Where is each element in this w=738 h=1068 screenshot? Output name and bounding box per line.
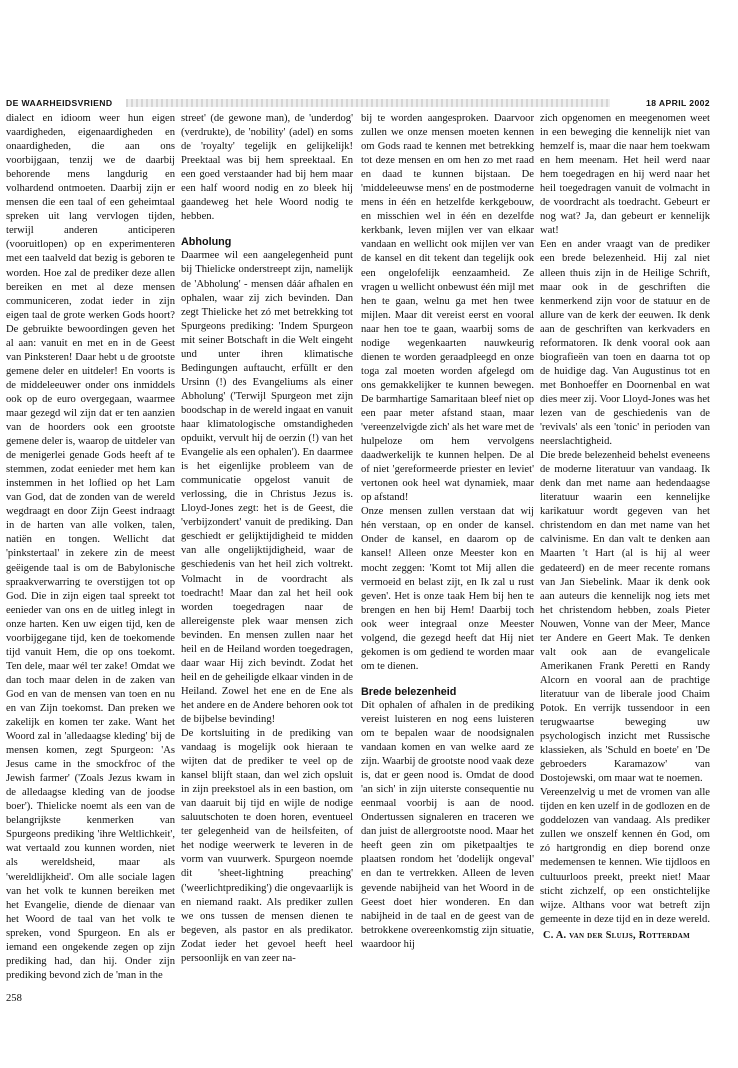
paragraph: dialect en idioom weer hun eigen vaardigheden, eigenaardigheden en onaardigheden, die aan ons voorbijgaan, tenzij we de daarbij behorende mens langdurig en volhardend ontmoeten. Daarbij zijn er mensen die een taal of een geheimtaal spreken uit lang vervlogen tijden, terwijl anderen anticiperen (vooruitlopen) op en experimenteren met een taalveld dat bezig is geboren te worden. Hoe zal de prediker deze allen bereiken en met al deze mensen communiceren, zodat ieder in zijn eigen taal de grote werken Gods hoort? De gebruikte bewoordingen geven het al aan: vanuit en met en in de Geest van Pinksteren! Daar hebt u de grootste gemene deler en uitdeler! En voorts is de middeleeuwer onder ons inmiddels ook op de euro overgegaan, waarmee maar gezegd wil zijn dat er ten aanzien van de hoorders ook een grootste gemene deler is, waarop de uitdeler van de menigerlei genade Gods heeft af te stemmen, zodat eenieder met hem kan instemmen in het loflied op het Lam van God, dat de zonden van de wereld wegdraagt en door Zijn Geest indraagt in de harten van alle volken, talen, natiën en tongen. Wellicht dat 'pinkstertaal' in zekere zin de meest geëigende taal is om de Babylonische spraakverwarring te overstijgen tot op God. Die in zijn eigen taal spreekt tot eenieder van ons en de uitleg inlegt in onze harten. Ken uw eigen tijd, ken de voorbijgegane tijd, ken de toekomende tijd vanuit Hem, die op ons toekomt. Ten dele, maar wél ter zake! Omdat we dan toch maar delen in de zaken van God en van de mensen van toen en nu en van Zijn toekomst. Dan preken we zakelijk en komen ter zake. Want het Woord zal in 'alledaagse kleding' bij de mensen komen, zegt Spurgeon: 'As Jesus came in the smockfroc of the Jewish farmer' ('Zoals Jezus kwam in de alledaagse kleding van de joodse boer'). Thielicke noemt als een van de belangrijkste kenmerken van Spurgeons prediking 'ihre Weltlichkeit', wat vertaald zou kunnen worden, niet als wereldsheid, maar als 'wereldlijkheid'. Om alle sociale lagen van het volk te kunnen bereiken met het Evangelie, diende de dienaar van het Woord de taal van het volk te spreken, vond Spurgeon. En als er iemand een ongekende zegen op zijn prediking had, dan hij. Onder zijn prediking bevond zich de 'man in the	[6, 113, 175, 981]
paragraph: zich opgenomen en meegenomen weet in een beweging die kennelijk niet van hemzelf is, maar die naar hem toekwam en hem meenam. Het heil werd naar hem toegedragen en hij werd naar het heil toegedragen vanuit de volmacht in de voordracht als toedracht. Gebeurt er nog wat? Ja, dan gebeurt er kennelijk wat!	[540, 113, 710, 237]
text-column-2	[181, 112, 353, 1012]
running-header	[6, 97, 710, 109]
paragraph: Die brede belezenheid behelst eveneens de moderne literatuur van vandaag. Ik denk dan met name aan hedendaagse literatuur waarin een kennelijke karikatuur wordt gegeven van het christendom en dan met name van het calvinisme. En dan valt te denken aan Maarten 't Hart (al is hij al weer gedateerd) en de meer recente romans van Jan Siebelink. Maar ik denk ook aan auteurs die kennelijk nog iets met het christendom hebben, zoals Pieter Nouwen, Vonne van der Meer, Mance ter Andere en Geert Mak. Te denken valt ook aan de evangelicale Amerikanen Frank Peretti en Randy Alcorn en vooral aan de prachtige literatuur van de liberale jood Chaim Potok. En verrijk tussendoor in een terugwaartse beweging uw psychologisch inzicht met Russische klassieken, als 'Schuld en boete' en 'De gebroeders Karamazow' van Dostojewski, om maar wat te noemen.	[540, 450, 710, 785]
section-heading: Brede belezenheid	[361, 685, 457, 698]
text-column-1	[6, 112, 175, 1012]
paragraph: Vereenzelvig u met de vromen van alle tijden en ken uzelf in de godlozen en de goddelozen van vandaag. Als prediker zullen we onszelf kennen én God, om zó hartgrondig en diep borend onze medemensen te kennen. Wie tijdloos en cultuurloos preekt, preekt niet! Maar sticht zichzelf, op een onstichtelijke wijze. Althans voor wat betreft zijn gemeente in deze tijd en in deze wereld.	[540, 787, 710, 925]
paragraph: Dit ophalen of afhalen in de prediking vereist luisteren en nog eens luisteren om te bepalen waar de noodsignalen vandaan komen en van welke aard ze zijn. Waarbij de grootste nood vaak deze is, dat er geen nood is. Omdat de dood 'an sich' in zijn uiterste consequentie nu eenmaal voorbij is aan de nood. Ondertussen signaleren en traceren we dan juist de allergrootste nood. Maar het heeft geen zin om piketpaaltjes te plaatsen rondom het 'dodelijk ongeval' en dan te vertrekken. Alleen de leven gevende nabijheid van het Woord in de Geest doet hier wonderen. En dan nabijheid in de taal en de geest van de betrokkene overeenkomstig zijn situatie, waardoor hij	[361, 699, 534, 950]
paragraph: street' (de gewone man), de 'underdog' (verdrukte), de 'nobility' (adel) en soms de 'royalty' tegelijk en gelijkelijk! Preektaal was bij hem spreektaal. En een goed verstaander had bij hem maar een half woord nodig en zo bleek hij gaandeweg het hele Woord nodig te hebben.	[181, 113, 353, 223]
paragraph: Daarmee wil een aangelegenheid punt bij Thielicke onderstreept zijn, namelijk de 'Abholung' - mensen dáár afhalen en ophalen, waar zij zich bevinden. Dan zegt Thielicke het zó met betrekking tot Spurgeons prediking: 'Indem Spurgeon mit seiner Botschaft in die Welt eingeht und unter ihren klimatische Bedingungen auftaucht, erfüllt er den Ursinn (!) des Evangeliums als einer Abholung' ('Terwijl Spurgeon met zijn boodschap in de wereld ingaat en vanuit haar klimatologische omstandigheden opduikt, vervult hij de oerzin (!) van het Evangelie als een ophalen'). En daarmee is het eigenlijke probleem van de communicatie opgelost vanuit de verlossing, die in Christus Jezus is. Lloyd-Jones zegt: het is de Geest, die 'verbijzondert' vanuit de prediking. Dan geschiedt er gelijktijdigheid te midden van alle ongelijktijdigheid, waar de geschiedenis van het heil zich voltrekt. Volmacht in de voordracht als toedracht! Maar dan zal het heil ook worden toegedragen naar de allereigenste plek waar mensen zich bevinden. En mensen zullen naar het heil en de Heiland worden toegedragen, daar waar Hij zich bevindt. Zodat het heil en de geheiligde elkaar vinden in de Heiland. Zowel het ene en de Ene als het andere en de Andere behoren ook tot de bijbelse bevinding!	[181, 250, 353, 725]
magazine-name: DE WAARHEIDSVRIEND	[6, 98, 119, 108]
paragraph: bij te worden aangesproken. Daarvoor zullen we onze mensen moeten kennen om Gods raad te kennen met betrekking tot deze mensen en om hen zo met raad en daad te kunnen bijstaan. De 'middeleeuwse mens' en de postmoderne mens in één en hetzelfde kerkgebouw, en misschien wel in één en dezelfde kerkbank, leven mijlen ver van elkaar vandaan en wellicht ook mijlen ver van de kansel en dit tekent dan tegelijk ook een ongelofelijk eenzaamheid. Ze vragen u wellicht onbewust één mijl met hen te gaan, welnu ga met hen twee mijlen. Maar dit vereist eerst en vooral naar hen toe te gaan, waarbij soms de nodige wegenkaarten nauwkeurig dienen te worden geraadpleegd en onze toga zal moeten worden afgelegd om ons gemakkelijker te kunnen bewegen. De barmhartige Samaritaan bleef niet op een paar meter afstand staan, maar 'vereenzelvigde zich' als het ware met de hulpeloze om hem vervolgens daadwerkelijk te kunnen helpen. De al of niet 'gereformeerde priester en leviet' vertonen ook heel wat dynamiek, maar op afstand!	[361, 113, 534, 504]
section-heading: Abholung	[181, 236, 232, 249]
author-signature: C. A. van der Sluijs, Rotterdam	[543, 929, 690, 941]
header-rule	[126, 99, 610, 107]
paragraph: De kortsluiting in de prediking van vandaag is mogelijk ook hieraan te wijten dat de prediker te veel op de kansel blijft staan, dan wel zich opsluit in zijn preekstoel als in een bastion, om van daaruit bij tijd en wijle de nodige saluutschoten te doen horen, eventueel ter gelegenheid van de heilsfeiten, of het nodige weerwerk te leveren in de vorm van vuurwerk. Spurgeon noemde dit 'sheet-lightning preaching' ('weerlichtprediking') die ongevaarlijk is en niemand raakt. Als prediker zullen we ons tussen de mensen dienen te begeven, als pastor en als predikator. Zodat ieder het gevoel heeft heel persoonlijk en van zeer na-	[181, 728, 353, 964]
issue-date: 18 APRIL 2002	[640, 98, 710, 108]
text-column-4	[540, 112, 710, 1012]
paragraph: Onze mensen zullen verstaan dat wij hén verstaan, op en onder de kansel. Onder de kansel, en daarom op de kansel! Alleen onze Meester kon en mocht zeggen: 'Komt tot Mij allen die vermoeid en belast zijt, en Ik zal u rust geven'. Het is onze taak Hem bij hen te brengen en hen bij Hem! Daarbij toch ook weer integraal onze Meester volgend, die gezegd heeft dat Hij niet gekomen is om gediend te worden maar om te dienen.	[361, 506, 534, 672]
page-number: 258	[6, 993, 22, 1004]
paragraph: Een en ander vraagt van de prediker een brede belezenheid. Hij zal niet alleen thuis zijn in de Heilige Schrift, maar ook in de geschriften die kenmerkend zijn voor de statuur en de allure van de kerk der eeuwen. Ik denk aan de geschriften van kerkvaders en reformatoren. Ik denk vooral ook aan biografieën van toen en daarna tot op de huidige dag. Van Augustinus tot en met Bonhoeffer en Doornenbal en wat dies meer zij. Voor Lloyd-Jones was het lezen van de geschiedenis van de 'revivals' als een 'tonic' in perioden van neerslachtigheid.	[540, 239, 710, 448]
text-column-3	[361, 112, 534, 1012]
